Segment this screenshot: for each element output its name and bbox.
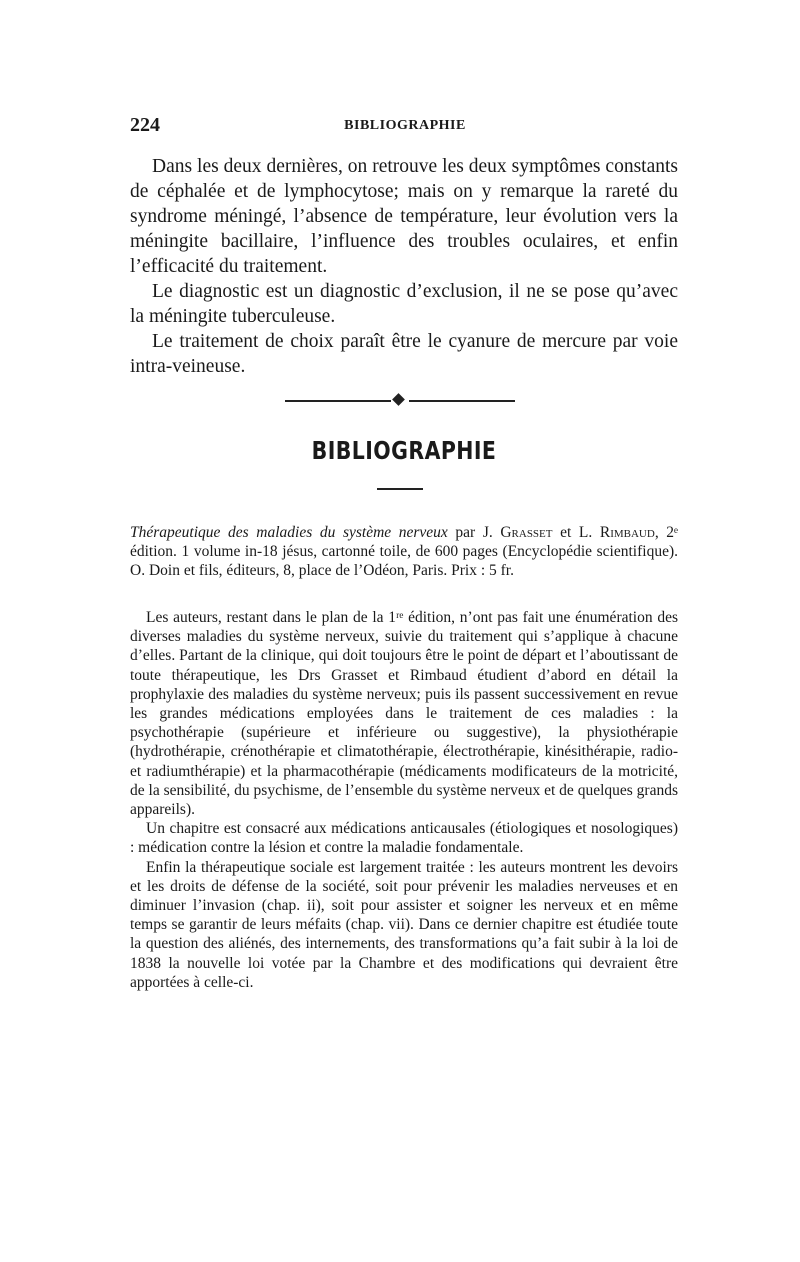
review-paragraph: Les auteurs, restant dans le plan de la 1ʳᵉ édition, n’ont pas fait une énumération des diverses maladies du système nerveux, suivie du traitement qui s’applique à chacune d’elles. Partant de la clinique, qui doit toujours être le point de départ et l’aboutissant de toute thérapeutique, les Drs Grasset et Rimbaud étudient d’abord en détail la prophylaxie des maladies du système nerveux; puis ils passent successivement en revue les grandes médications employées dans le traitement de ces maladies : la psychothérapie (supérieure et inférieure ou suggestive), la physiothérapie (hydrothérapie, crénothérapie et climatothérapie, électrothérapie, kinésithérapie, radio- et radiumthérapie) et la pharmacothérapie (médicaments modificateurs de la motricité, de la sensibilité, du psychisme, de l’ensemble du système nerveux et de quelques grands appareils). [130, 609, 678, 819]
review-paragraph: Enfin la thérapeutique sociale est largement traitée : les auteurs montrent les devoirs et les droits de défense de la société, soit pour prévenir les maladies nerveuses et en diminuer l’invasion (chap. ii), soit pour assister et soigner les nerveux et en même temps se garantir de leurs méfaits (chap. vii). Dans ce dernier chapitre est étudiée toute la question des aliénés, des internements, des transformations qu’a fait subir à la loi de 1838 la nouvelle loi votée par la Chambre et des modifications qui devraient être apportées à celle-ci. [130, 858, 678, 991]
intro-paragraph: Le traitement de choix paraît être le cyanure de mercure par voie intra-veineuse. [130, 331, 678, 377]
author-grasset: Grasset [500, 524, 561, 541]
review-text [130, 608, 678, 992]
running-head [130, 114, 680, 138]
review-paragraph: Un chapitre est consacré aux médications anticausales (étiologiques et nosologiques) : médication contre la lésion et contre la maladie fondamentale. [130, 820, 678, 857]
intro-paragraph: Le diagnostic est un diagnostic d’exclusion, il ne se pose qu’avec la méningite tuberculeuse. [130, 281, 678, 327]
divider-line-left [285, 400, 391, 402]
book-title: Thérapeutique des maladies du système nerveux [130, 524, 456, 541]
citation-details: , 2ᵉ édition. 1 volume in-18 jésus, cartonné toile, de 600 pages (Encyclopédie scientifique). O. Doin et fils, éditeurs, 8, place de l’Odéon, Paris. Prix : 5 fr. [130, 524, 679, 579]
citation-and: et L. [560, 524, 600, 541]
author-rimbaud: Rimbaud [599, 524, 655, 541]
citation-by: par J. [455, 524, 501, 541]
page-number: 224 [130, 114, 160, 136]
section-title: BIBLIOGRAPHIE [311, 436, 497, 465]
divider-line-right [409, 400, 515, 402]
intro-text [130, 154, 678, 379]
book-citation [130, 523, 678, 580]
running-head-title: BIBLIOGRAPHIE [344, 118, 466, 133]
diamond-icon [392, 393, 405, 406]
intro-paragraph: Dans les deux dernières, on retrouve les deux symptômes constants de céphalée et de lymphocytose; mais on y remarque la rareté du syndrome méningé, l’absence de température, leur évolution vers la méningite bacillaire, l’influence des troubles oculaires, et enfin l’efficacité du traitement. [130, 156, 678, 277]
title-underline [377, 488, 423, 490]
ornament-divider [285, 393, 515, 409]
